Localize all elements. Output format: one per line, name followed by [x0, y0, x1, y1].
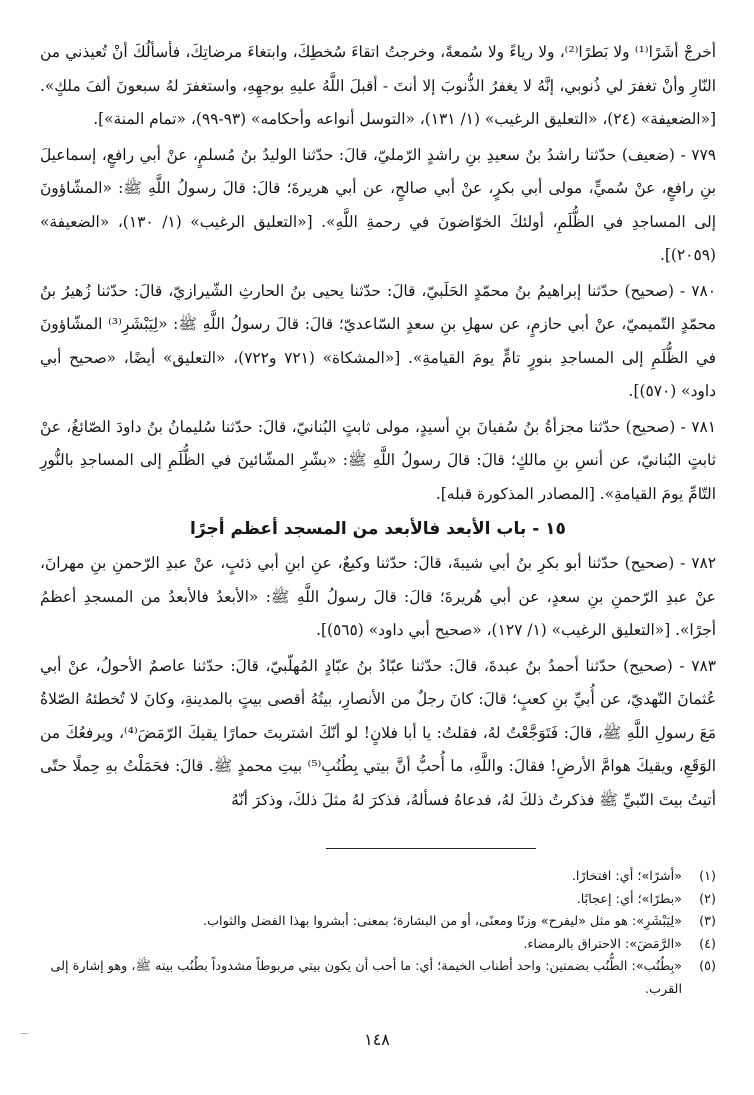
- hadith-782: ٧٨٢ - (صحيح) حدّثنا أبو بكرِ بنُ أبي شيبةَ، قالَ: حدّثنا وكيعٌ، عنِ ابنِ أبي ذئبٍ، عنْ عبدِ الرّحمنِ بنِ مهرانَ، عنْ عبدِ الرّحمنِ بنِ سعدٍ، عن أبي هُريرةَ؛ قالَ: قالَ رسولُ اللَّهِ ﷺ: «الأبعدُ فالأبعدُ من المسجدِ أعظمُ أجرًا». [«التعليق الرغيب» (١/ ١٢٧)، «صحيح أبي داود» (٥٦٥)].: [40, 554, 716, 639]
- hadith-779: ٧٧٩ - (ضعيف) حدّثنا راشدُ بنُ سعيدِ بنِ راشدٍ الرّمليّ، قالَ: حدّثنا الوليدُ بنُ مُسلمٍ، عنْ أبي رافعٍ، إسماعيلَ بنِ رافعٍ، عنْ سُميٍّ، مولى أبي بكرٍ، عنْ أبي صالحٍ، عن أبي هريرةَ؛ قالَ: قالَ رسولُ اللَّهِ ﷺ: «المشّاؤونَ إلى المساجدِ في الظُّلَمِ، أولئكَ الخوّاضونَ في رحمةِ اللَّهِ». [«التعليق الرغيب» (١/ ١٣٠)، «الضعيفة» (٢٠٥٩)].: [40, 145, 716, 264]
- footnote-item: [40, 956, 716, 1001]
- page-body: [40, 36, 716, 817]
- footnote-item: [40, 889, 716, 912]
- footnote-number: (١): [699, 869, 716, 884]
- footnote-text: «بِطُنُب»: الطُّنُب بضمتين: واحد أطناب الخيمة؛ أي: ما أحب أن يكون بيتي مربوطاً مشدوداً بطُنُب بيته ﷺ، وهو إشارة إلى القرب.: [50, 959, 682, 997]
- hadith-780: ٧٨٠ - (صحيح) حدّثنا إبراهيمُ بنُ محمّدٍ الحَلَبيّ، قالَ: حدّثنا يحيى بنُ الحارثِ الشّيرازيّ، قالَ: حدّثنا زُهيرُ بنُ محمّدٍ التّميميّ، عنْ أبي حازمٍ، عن سهلِ بنِ سعدٍ السّاعديّ؛ قالَ: قالَ رسولُ اللَّهِ ﷺ: «لِيَبْشَرِ⁽³⁾ المشّاؤونَ في الظُّلَمِ إلى المساجدِ بنورٍ تامٍّ يومَ القيامةِ». [«المشكاة» (٧٢١ و٧٢٢)، «التعليق» أيضًا، «صحيح أبي داود» (٥٧٠)].: [40, 281, 716, 400]
- paragraph-intro: أخرجْ أشَرًا⁽¹⁾ ولا بَطرًا⁽²⁾، ولا رياءً ولا سُمعةً، وخرجتُ اتقاءَ سُخطِكَ، وابتغاءَ مرضاتِكَ، فأسألُكَ أنْ تُعيذني من النّارِ وأنْ تغفرَ لي ذُنوبي، إنَّهُ لا يغفرُ الذُّنوبَ إلا أنتَ - أقبلَ اللَّهُ عليهِ بوجهِهِ، واستغفرَ لهُ سبعونَ ألفَ ملكٍ». [«الضعيفة» (٢٤)، «التعليق الرغيب» (١/ ١٣١)، «التوسل أنواعه وأحكامه» (٩٣-٩٩)، «تمام المنة»].: [40, 43, 716, 128]
- hadith-783: ٧٨٣ - (صحيح) حدّثنا أحمدُ بنُ عبدةَ، قالَ: حدّثنا عبّادُ بنُ عبّادٍ المُهلّبيّ، قالَ: حدّثنا عاصمٌ الأحولُ، عنْ أبي عُثمانَ النّهديّ، عن أُبيِّ بنِ كعبٍ؛ قالَ: كانَ رجلٌ من الأنصارِ، بيتُهُ أقصى بيتٍ بالمدينةِ، وكانَ لا تُخطئهُ الصّلاةُ مَعَ رسولِ اللَّهِ ﷺ، قالَ: فَتَوَجَّعْتُ لهُ، فقلتُ: يا أبا فلانٍ! لو أنّكَ اشتريتَ حمارًا يقيكَ الرّمَضَ⁽⁴⁾، ويرفعُكَ من الوَقَعِ، ويقيكَ هوامَّ الأرضِ! فقالَ: واللَّهِ، ما أُحبُّ أنَّ بيتي بِطُنُبِ⁽⁵⁾ بيتِ محمدٍ ﷺ. قالَ: فحَمَلْتُ بهِ حِملًا حتّى أتيتُ بيتَ النّبيِّ ﷺ فذكرتُ ذلكَ لهُ، فدعاهُ فسألهُ، فذكرَ لهُ مثلَ ذلكَ، وذكرَ أنّهُ: [40, 656, 717, 809]
- footnote-number: (٣): [699, 914, 716, 929]
- footnote-number: (٢): [699, 891, 716, 907]
- footnote-divider: [326, 848, 536, 849]
- footnote-item: [40, 934, 716, 957]
- footnote-text: «بطرًا»؛ أي: إعجابًا.: [576, 891, 682, 907]
- footnote-item: [40, 911, 716, 934]
- footnote-number: (٥): [699, 959, 716, 974]
- page-number: ١٤٨: [364, 1030, 390, 1049]
- footnotes: [40, 866, 716, 1001]
- footnote-number: (٤): [699, 936, 716, 952]
- hadith-781: ٧٨١ - (صحيح) حدّثنا مجزأةُ بنُ سُفيانَ بنِ أسيدٍ، مولى ثابتٍ البُنانيّ، قالَ: حدّثنا سُليمانُ بنُ داودَ الصّائغُ، عنْ ثابتٍ البُنانيّ، عن أنسِ بنِ مالكٍ؛ قالَ: قالَ رسولُ اللَّهِ ﷺ: «بشّرِ المشّائينَ في الظُّلَمِ إلى المساجدِ بالنُّورِ التّامِّ يومَ القيامةِ». [المصادر المذكورة قبله].: [40, 417, 716, 503]
- footnote-text: «لِيَبْشَرِ»: هو مثل «ليفرح» وزنًا ومعنًى، أو من البشارة؛ بمعنى: أبشروا بهذا الفضل والثواب.: [202, 914, 682, 929]
- footnote-text: «الرَّمَضَ»: الاحتراق بالرمضاء.: [523, 936, 682, 952]
- footnote-text: «أشرًا»؛ أي: افتخارًا.: [571, 869, 682, 884]
- chapter-heading: ١٥ - باب الأبعد فالأبعد من المسجد أعظم أجرًا: [190, 519, 566, 539]
- footnote-item: [40, 866, 716, 889]
- margin-mark: —: [20, 1029, 29, 1039]
